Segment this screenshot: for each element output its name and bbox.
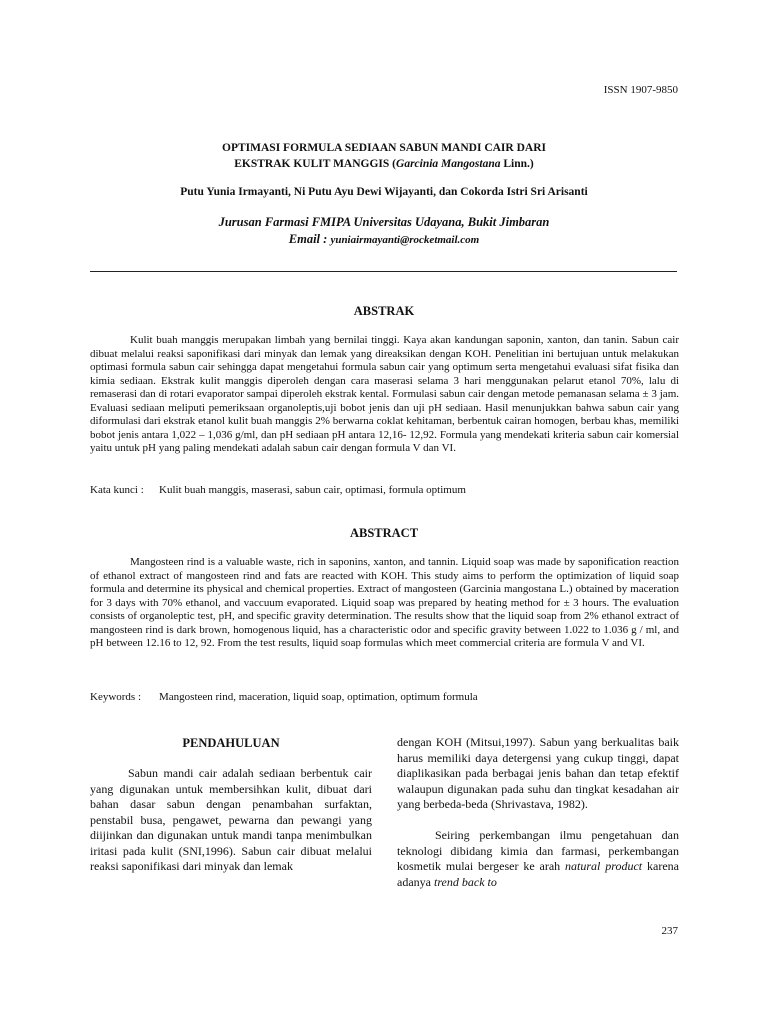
kata-kunci [90, 484, 679, 496]
abstrak-body: Kulit buah manggis merupakan limbah yang bernilai tinggi. Kaya akan kandungan saponin, xanton, dan tanin. Sabun cair dibuat melalui reaksi saponifikasi dari minyak dan lemak yang direaksikan dengan KOH. Penelitian ini bertujuan untuk melakukan optimasi formula sabun cair sehingga dapat mengetahui formula sabun cair yang optimum serta mengetahui evaluasi sifat fisika dan kimia sediaan. Ekstrak kulit manggis diperoleh dengan cara maserasi selama 3 hari menggunakan pelarut etanol 70%, lalu di remaserasi dan di rotari evaporator sampai diperoleh ekstrak kental. Formulasi sabun cair dengan metode pemanasan selama ± 3 jam. Evaluasi sediaan meliputi pemeriksaan organoleptis,uji bobot jenis dan uji pH sediaan. Hasil menunjukkan bahwa sabun cair yang diformulasi dari ekstrak etanol kulit buah manggis 2% berwarna coklat kehitaman, berbentuk cairan homogen, berbau khas, memiliki bobot jenis antara 1,022 – 1,036 g/ml, dan pH sediaan pH antara 12,16- 12,92. Formula yang mendekati kriteria sabun cair komersial yaitu untuk pH yang paling mendekati adalah sabun cair dengan formula V dan VI. [90, 334, 679, 454]
institution: Jurusan Farmasi FMIPA Universitas Udayana, Bukit Jimbaran [218, 215, 550, 229]
email-address: yuniairmayanti@rocketmail.com [330, 234, 480, 246]
pendahuluan-right-paragraph-2: Seiring perkembangan ilmu pengetahuan dan teknologi dibidang kimia dan farmasi, perkembangan kosmetik mulai bergeser ke arah natural product karena adanya trend back to [397, 828, 679, 889]
kata-kunci-value: Kulit buah manggis, maserasi, sabun cair, optimasi, formula optimum [159, 484, 466, 496]
abstract-body: Mangosteen rind is a valuable waste, rich in saponins, xanton, and tannin. Liquid soap was made by saponification reaction of ethanol extract of mangosteen rind and fats are reacted with KOH. This study aims to perform the optimization of liquid soap formula and determine its physical and chemical properties. Extract of mangosteen (Garcinia mangostana L.) obtained by maceration for 3 days with 70% ethanol, and vaccuum evaporated. Liquid soap was prepared by heating method for ± 3 hours. The evaluation consists of organoleptic test, pH, and specific gravity determination. The results show that the liquid soap from 2% ethanol extract of mangosteen rind is dark brown, homogenous liquid, has a characteristic odor and specific gravity between 1.022 to 1.036 g / ml, and pH between 12.16 to 12, 92. From the test results, liquid soap formulas which meet commercial criteria are formula V and VI. [90, 556, 679, 649]
paper-title [0, 140, 768, 172]
affiliation [0, 214, 768, 249]
author-list: Putu Yunia Irmayanti, Ni Putu Ayu Dewi Wijayanti, dan Cokorda Istri Sri Arisanti [180, 186, 588, 198]
header-divider [90, 271, 677, 272]
kata-kunci-label: Kata kunci : [90, 484, 144, 496]
email-line: Email : yuniairmayanti@rocketmail.com [288, 232, 480, 246]
keywords-label: Keywords : [90, 691, 142, 703]
issn-number: ISSN 1907-9850 [603, 84, 678, 96]
pendahuluan-heading: PENDAHULUAN [182, 736, 280, 750]
abstract-heading: ABSTRACT [349, 526, 419, 540]
title-line-2: EKSTRAK KULIT MANGGIS (Garcinia Mangostana Linn.) [234, 158, 534, 170]
pendahuluan-left-paragraph: Sabun mandi cair adalah sediaan berbentuk cair yang digunakan untuk membersihkan kulit, dibuat dari bahan dasar sabun dengan penambahan surfaktan, penstabil busa, pengawet, pewarna dan pewangi yang diijinkan dan digunakan untuk mandi tanpa menimbulkan iritasi pada kulit (SNI,1996). Sabun cair dibuat melalui reaksi saponifikasi dari minyak dan lemak [90, 766, 372, 873]
keywords [90, 691, 679, 703]
page-number: 237 [661, 925, 678, 937]
pendahuluan-right-paragraph-1: dengan KOH (Mitsui,1997). Sabun yang berkualitas baik harus memiliki daya detergensi yang cukup tinggi, dapat diaplikasikan pada berbagai jenis bahan dan tetap efektif walaupun digunakan pada suhu dan tingkat kesadahan air yang berbeda-beda (Shrivastava, 1982). [397, 735, 679, 811]
abstrak-heading: ABSTRAK [353, 304, 415, 318]
keywords-value: Mangosteen rind, maceration, liquid soap, optimation, optimum formula [159, 691, 478, 703]
species-name: Garcinia Mangostana [396, 158, 501, 170]
title-line-1: OPTIMASI FORMULA SEDIAAN SABUN MANDI CAIR DARI [222, 142, 546, 154]
